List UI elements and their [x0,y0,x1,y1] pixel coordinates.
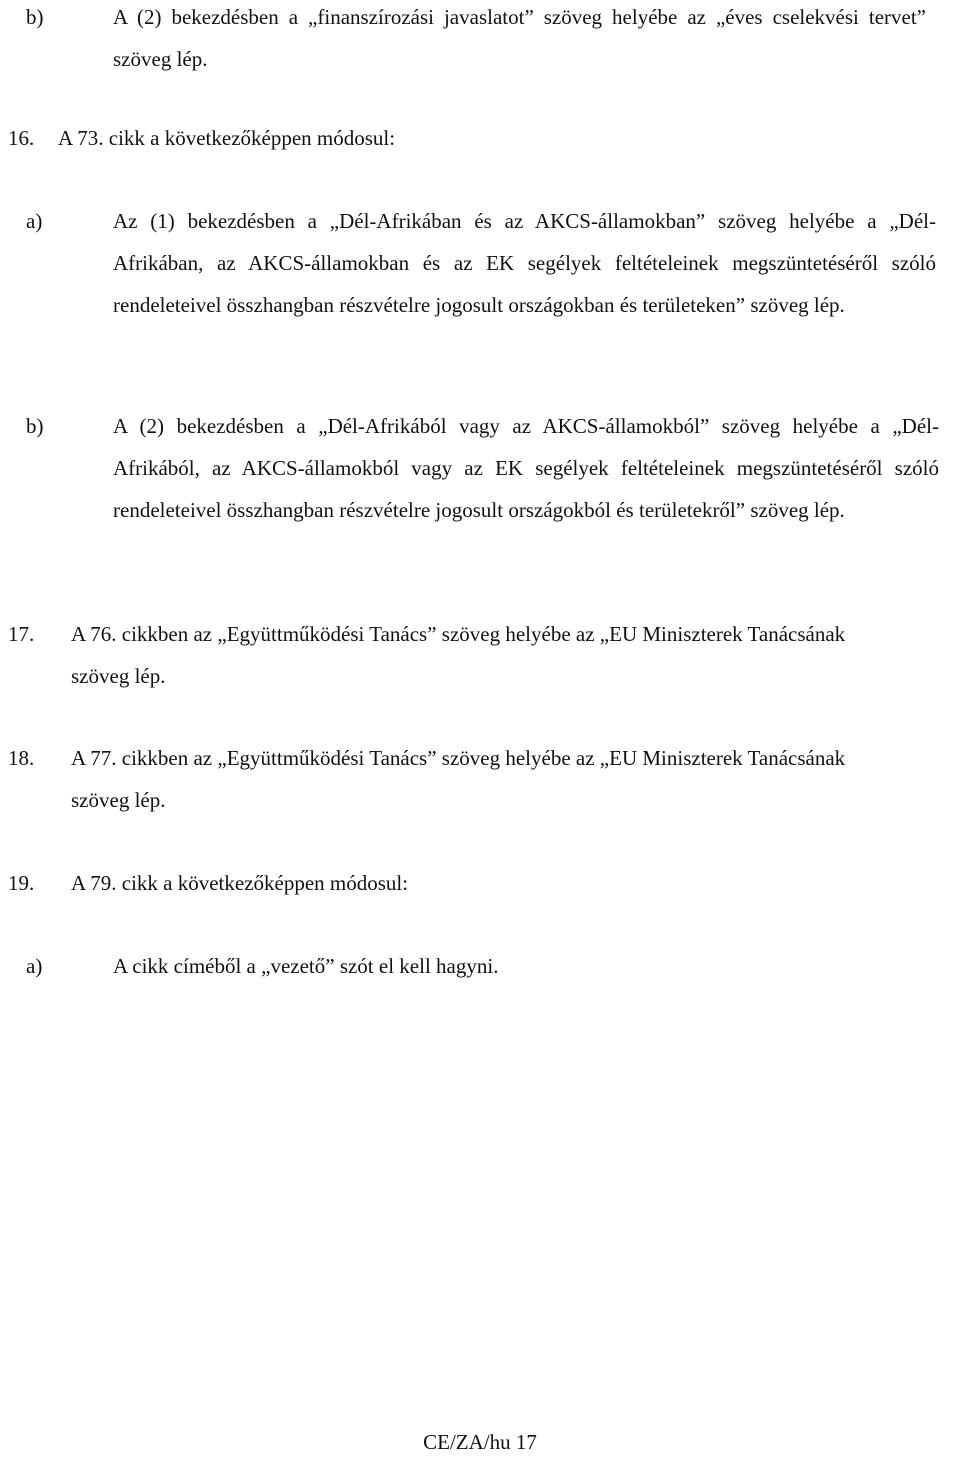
item-text: A (2) bekezdésben a „finanszírozási javaslatot” szöveg helyébe az „éves cselekvési tervet” szöveg lép. [113,5,926,71]
item-marker: b) [26,414,44,438]
item-text: Az (1) bekezdésben a „Dél-Afrikában és az AKCS-államokban” szöveg helyébe a „Dél-Afrikában, az AKCS-államokban és az EK segélyek feltételeinek megszüntetéséről szóló rendeleteivel összhangban részvételre jogosult országokban és területeken” szöveg lép. [113,209,936,317]
item-marker: 17. [8,622,35,646]
item-text: A (2) bekezdésben a „Dél-Afrikából vagy az AKCS-államokból” szöveg helyébe a „Dél-Afrikából, az AKCS-államokból vagy az EK segélyek feltételeinek megszüntetéséről szóló rendeleteivel összhangban részvételre jogosult országokból és területekről” szöveg lép. [113,414,939,522]
item-text: A 77. cikkben az „Együttműködési Tanács” szöveg helyébe az „EU Miniszterek Tanácsának szöveg lép. [71,746,846,812]
item-text: A 76. cikkben az „Együttműködési Tanács” szöveg helyébe az „EU Miniszterek Tanácsának szöveg lép. [71,622,846,688]
item-marker: b) [26,5,44,29]
item-marker: a) [26,954,43,978]
item-marker: 16. [8,126,35,150]
item-text: A 73. cikk a következőképpen módosul: [58,126,396,150]
item-marker: 19. [8,871,35,895]
item-text: A 79. cikk a következőképpen módosul: [71,871,409,895]
page-footer: CE/ZA/hu 17 [423,1430,537,1454]
item-marker: 18. [8,746,35,770]
item-text: A cikk címéből a „vezető” szót el kell hagyni. [113,954,499,978]
item-marker: a) [26,209,43,233]
